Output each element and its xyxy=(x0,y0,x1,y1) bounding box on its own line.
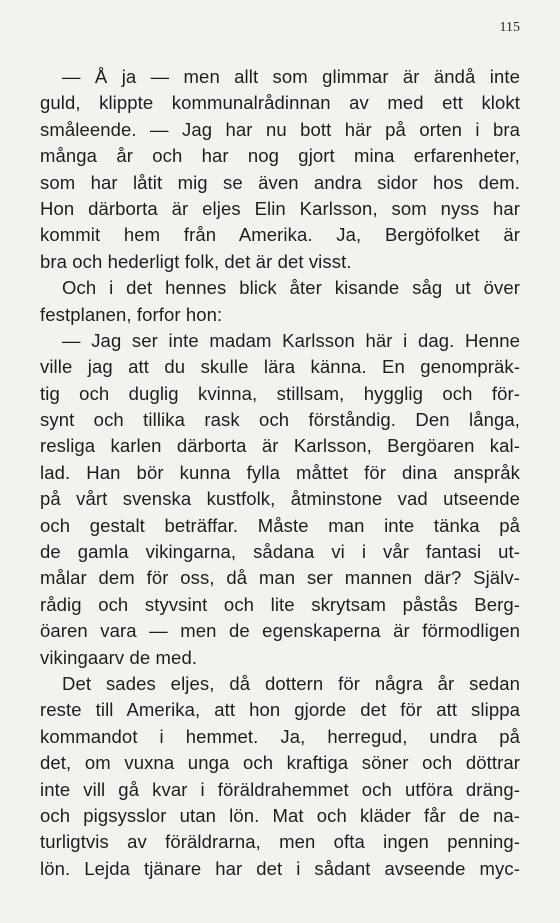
text-line: vikingaarv de med. xyxy=(40,646,198,668)
text-line: turligtvis av föräldrarna, men ofta ingen penning- xyxy=(40,831,520,853)
text-line: det, om vuxna unga och kraftiga söner och döttrar xyxy=(40,752,520,774)
text-line: — Å ja — men allt som glimmar är ändå inte xyxy=(62,66,520,87)
text-line: de gamla vikingarna, sådana vi i vår fantasi ut- xyxy=(40,541,520,563)
text-line: ville jag att du skulle lära känna. En genompräk- xyxy=(40,356,520,378)
text-line: bra och hederligt folk, det är det visst. xyxy=(40,250,352,272)
text-line: reste till Amerika, att hon gjorde det för att slippa xyxy=(40,699,520,721)
text-line: småleende. — Jag har nu bott här på orten i bra xyxy=(40,118,520,140)
text-line: många år och har nog gjort mina erfarenheter, xyxy=(40,145,520,167)
text-line: tig och duglig kvinna, stillsam, hygglig och för- xyxy=(40,382,520,404)
text-line: rådig och styvsint och lite skrytsam påstås Berg- xyxy=(40,593,520,615)
text-line: guld, klippte kommunalrådinnan av med ett klokt xyxy=(40,92,520,114)
body-text xyxy=(40,64,520,882)
text-line: Hon därborta är eljes Elin Karlsson, som nyss har xyxy=(40,197,520,219)
text-line: som har låtit mig se även andra sidor hos dem. xyxy=(40,171,520,193)
text-line: Och i det hennes blick åter kisande såg ut över xyxy=(62,277,520,299)
text-line: inte vill gå kvar i föräldrahemmet och utföra dräng- xyxy=(40,778,520,800)
text-line: Det sades eljes, då dottern för några år sedan xyxy=(62,672,520,694)
text-line: lön. Lejda tjänare har det i sådant avseende myc- xyxy=(40,857,520,879)
text-line: och gestalt beträffar. Måste man inte tänka på xyxy=(40,514,520,536)
text-line: kommandot i hemmet. Ja, herregud, undra på xyxy=(40,725,520,747)
text-line: på vårt svenska kustfolk, åtminstone vad utseende xyxy=(40,488,520,510)
text-line: — Jag ser inte madam Karlsson här i dag. Henne xyxy=(62,329,520,351)
text-line: lad. Han bör kunna fylla måttet för dina anspråk xyxy=(40,461,520,483)
page-number: 115 xyxy=(499,20,520,35)
text-line: målar dem för oss, då man ser mannen där? Själv- xyxy=(40,567,520,589)
text-line: resliga karlen därborta är Karlsson, Bergöaren kal- xyxy=(40,435,520,457)
text-line: kommit hem från Amerika. Ja, Bergöfolket är xyxy=(40,224,520,246)
text-line: festplanen, forfor hon: xyxy=(40,303,223,325)
text-line: öaren vara — men de egenskaperna är förmodligen xyxy=(40,620,520,642)
text-line: och pigsysslor utan lön. Mat och kläder får de na- xyxy=(40,804,520,826)
text-line: synt och tillika rask och förståndig. Den långa, xyxy=(40,409,520,431)
